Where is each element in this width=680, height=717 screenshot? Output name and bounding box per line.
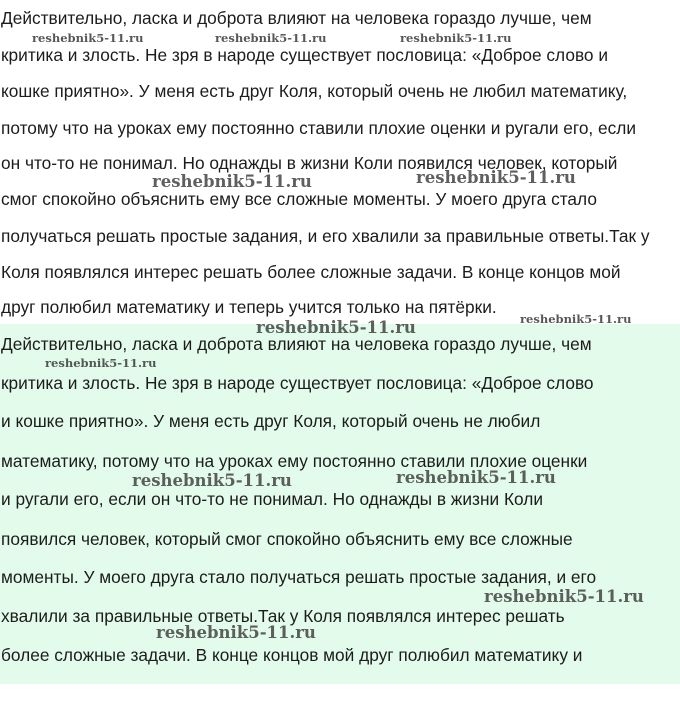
paragraph-line: Действительно, ласка и доброта влияют на человека гораздо лучше, чем xyxy=(1,8,592,28)
paragraph-line: критика и злость. Не зря в народе существует пословица: «Доброе слово xyxy=(1,373,594,393)
watermark: reshebnik5-11.ru xyxy=(215,31,327,45)
paragraph-line: кошке приятно». У меня есть друг Коля, который очень не любил математику, xyxy=(1,81,628,101)
paragraph-line: Действительно, ласка и доброта влияют на человека гораздо лучше, чем xyxy=(1,334,592,354)
paragraph-line: появился человек, который смог спокойно объяснить ему все сложные xyxy=(1,529,573,549)
watermark: reshebnik5-11.ru xyxy=(45,356,157,370)
paragraph-line: Коля появлялся интерес решать более сложные задачи. В конце концов мой xyxy=(1,262,621,282)
paragraph-line: хвалили за правильные ответы.Так у Коля появлялся интерес решать xyxy=(1,606,565,626)
watermark: reshebnik5-11.ru xyxy=(32,31,144,45)
paragraph-line: и кошке приятно». У меня есть друг Коля, который очень не любил xyxy=(1,411,541,431)
paragraph-line: математику, потому что на уроках ему постоянно ставили плохие оценки xyxy=(1,451,588,471)
watermark: reshebnik5-11.ru xyxy=(132,471,292,490)
paragraph-line: более сложные задачи. В конце концов мой друг полюбил математику и xyxy=(1,645,583,665)
paragraph-line: и ругали его, если он что-то не понимал. Но однажды в жизни Коли xyxy=(1,489,543,509)
paragraph-line: критика и злость. Не зря в народе существует пословица: «Доброе слово и xyxy=(1,45,608,65)
paragraph-line: друг полюбил математику и теперь учится только на пятёрки. xyxy=(1,297,497,317)
watermark: reshebnik5-11.ru xyxy=(152,172,312,191)
paragraph-line: потому что на уроках ему постоянно ставили плохие оценки и ругали его, если xyxy=(1,118,637,138)
paragraph-line: моменты. У моего друга стало получаться решать простые задания, и его xyxy=(1,567,597,587)
watermark: reshebnik5-11.ru xyxy=(396,468,556,487)
watermark: reshebnik5-11.ru xyxy=(400,31,512,45)
watermark: reshebnik5-11.ru xyxy=(484,587,644,606)
watermark: reshebnik5-11.ru xyxy=(520,312,632,326)
watermark: reshebnik5-11.ru xyxy=(256,318,416,337)
paragraph-line: он что-то не понимал. Но однажды в жизни Коли появился человек, который xyxy=(1,153,618,173)
watermark: reshebnik5-11.ru xyxy=(416,168,576,187)
watermark: reshebnik5-11.ru xyxy=(156,623,316,642)
paragraph-line: смог спокойно объяснить ему все сложные моменты. У моего друга стало xyxy=(1,189,597,209)
paragraph-line: получаться решать простые задания, и его хвалили за правильные ответы.Так у xyxy=(1,226,650,246)
